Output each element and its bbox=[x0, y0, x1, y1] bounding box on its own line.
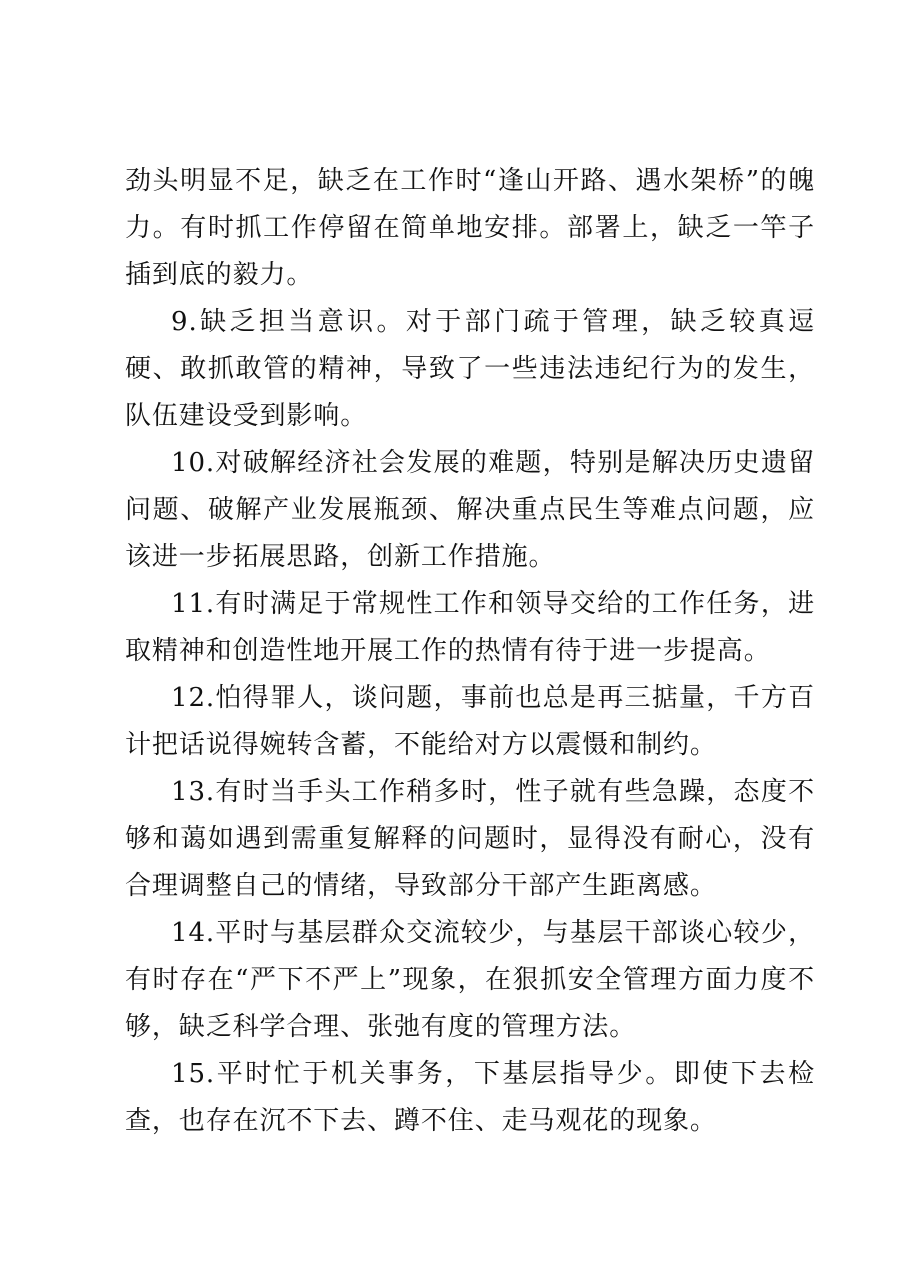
paragraph-item-9: 9.缺乏担当意识。对于部门疏于管理，缺乏较真逗硬、敢抓敢管的精神，导致了一些违法违纪行为的发生，队伍建设受到影响。 bbox=[125, 307, 815, 431]
paragraph-item-15: 15.平时忙于机关事务，下基层指导少。即使下去检查，也存在沉不下去、蹲不住、走马观花的现象。 bbox=[125, 1059, 815, 1136]
paragraph-item-11: 11.有时满足于常规性工作和领导交给的工作任务，进取精神和创造性地开展工作的热情有待于进一步提高。 bbox=[125, 589, 815, 666]
paragraph-item-10: 10.对破解经济社会发展的难题，特别是解决历史遗留问题、破解产业发展瓶颈、解决重点民生等难点问题，应该进一步拓展思路，创新工作措施。 bbox=[125, 448, 815, 572]
paragraph-item-13: 13.有时当手头工作稍多时，性子就有些急躁，态度不够和蔼如遇到需重复解释的问题时，显得没有耐心，没有合理调整自己的情绪，导致部分干部产生距离感。 bbox=[125, 777, 815, 901]
paragraph-continued: 劲头明显不足，缺乏在工作时“逢山开路、遇水架桥”的魄力。有时抓工作停留在简单地安排。部署上，缺乏一竿子插到底的毅力。 bbox=[125, 166, 815, 290]
document-body bbox=[125, 158, 815, 1145]
paragraph-item-14: 14.平时与基层群众交流较少，与基层干部谈心较少，有时存在“严下不严上”现象，在狠抓安全管理方面力度不够，缺乏科学合理、张弛有度的管理方法。 bbox=[125, 918, 815, 1042]
paragraph-item-12: 12.怕得罪人，谈问题，事前也总是再三掂量，千方百计把话说得婉转含蓄，不能给对方以震慑和制约。 bbox=[125, 683, 815, 760]
